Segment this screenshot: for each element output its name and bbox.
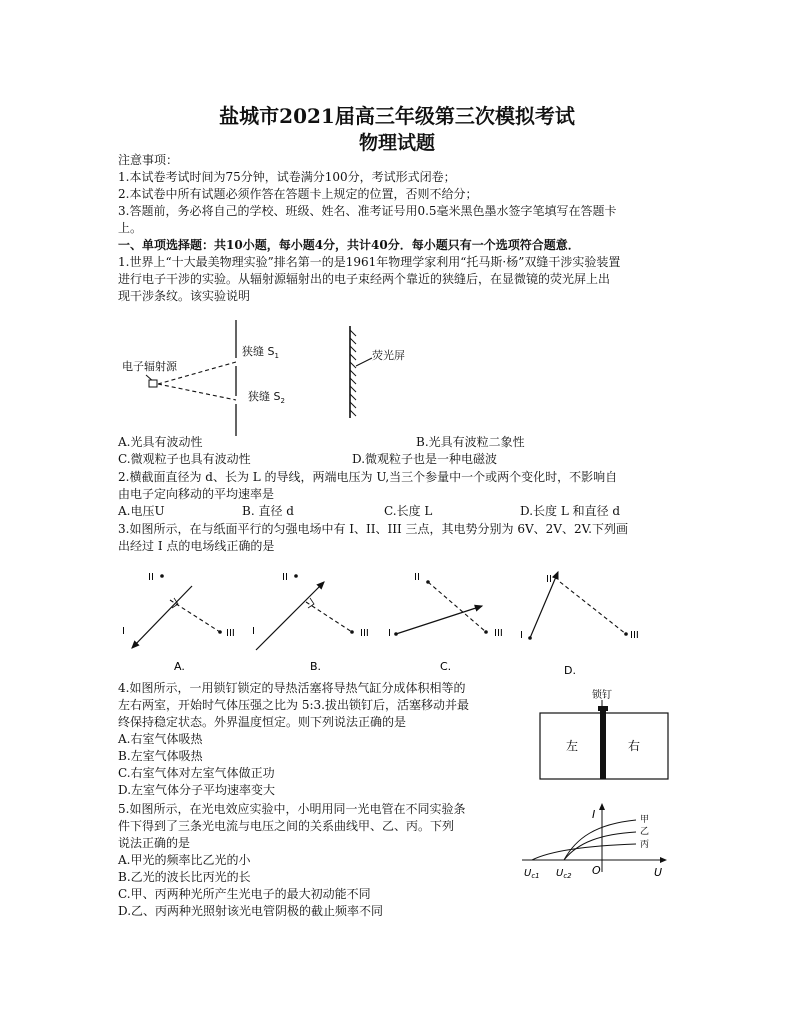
section-heading: 一、单项选择题：共10小题，每小题4分，共计40分．每小题只有一个选项符合题意．	[118, 238, 580, 252]
q4-option-a[interactable]: A.右室气体吸热	[118, 732, 203, 746]
q3-b-label-ii: II	[282, 572, 288, 583]
q1-option-d[interactable]: D.微观粒子也是一种电磁波	[352, 452, 498, 466]
q3-d-label-i: I	[520, 630, 523, 641]
q3-d-caption: D.	[564, 664, 576, 677]
notes-item-2: 2.本试卷中所有试题必须作答在答题卡上规定的位置，否则不给分；	[118, 187, 478, 201]
q1-text-3: 现干涉条纹。该实验说明	[118, 289, 251, 303]
q4-figure	[536, 686, 676, 782]
page-title: 盐城市2021届高三年级第三次模拟考试	[219, 104, 575, 128]
q1-option-a[interactable]: A.光具有波动性	[118, 435, 203, 449]
q3-a-caption: A.	[174, 660, 185, 673]
q3-figure-c[interactable]	[388, 572, 503, 673]
q1-screen-label: 荧光屏	[372, 349, 405, 362]
q5-uc1-label: $U_{c1}$	[524, 868, 540, 880]
notes-item-3-cont: 上。	[118, 221, 143, 235]
notes-item-3: 3.答题前，务必将自己的学校、班级、姓名、准考证号用0.5毫米黑色墨水签字笔填写在答题卡	[118, 204, 617, 218]
q5-option-b[interactable]: B.乙光的波长比丙光的长	[118, 870, 251, 884]
q4-text-3: 终保持稳定状态。外界温度恒定。则下列说法正确的是	[118, 715, 407, 729]
q3-b-caption: B.	[310, 660, 322, 673]
q1-source-label: 电子辐射源	[122, 360, 177, 373]
notes-item-1: 1.本试卷考试时间为75分钟，试卷满分100分，考试形式闭卷；	[118, 170, 456, 184]
q2-option-c[interactable]: C.长度 L	[384, 504, 433, 518]
q5-option-d[interactable]: D.乙、丙两种光照射该光电管阴极的截止频率不同	[118, 904, 384, 918]
q5-text-1: 5.如图所示，在光电效应实验中，小明用同一光电管在不同实验条	[118, 802, 466, 816]
q3-b-label-i: I	[252, 626, 255, 637]
q4-option-b[interactable]: B.左室气体吸热	[118, 749, 203, 763]
q3-d-label-iii: III	[630, 630, 639, 641]
page-subtitle: 物理试题	[358, 132, 435, 154]
q3-c-label-iii: III	[494, 628, 503, 639]
q3-text-1: 3.如图所示，在与纸面平行的匀强电场中有 I、II、III 三点，其电势分别为 6V、2V、2V.下列画	[118, 522, 628, 536]
q4-option-d[interactable]: D.左室气体分子平均速率变大	[118, 783, 276, 797]
electron-source-icon	[149, 380, 157, 387]
q3-c-label-ii: II	[414, 572, 420, 583]
q5-y-label: I	[592, 808, 596, 821]
q1-text-2: 进行电子干涉的实验。从辐射源辐射出的电子束经两个靠近的狭缝后，在显微镜的荧光屏上出	[118, 272, 611, 286]
piston	[600, 711, 606, 779]
q5-curve-jia	[564, 820, 636, 860]
q5-text-2: 件下得到了三条光电流与电压之间的关系曲线甲、乙、丙。下列	[118, 819, 455, 833]
q5-option-c[interactable]: C.甲、丙两种光所产生光电子的最大初动能不同	[118, 887, 371, 901]
q4-right-label: 右	[628, 739, 641, 753]
q5-curve-bing	[532, 844, 636, 860]
q1-slit1-label: 狭缝 $S_1$	[242, 345, 279, 360]
q5-curve-label-bing: 丙	[640, 840, 650, 850]
lock-pin-icon	[598, 706, 608, 711]
q1-option-b[interactable]: B.光具有波粒二象性	[416, 435, 525, 449]
q5-option-a[interactable]: A.甲光的频率比乙光的小	[118, 853, 251, 867]
notes-heading: 注意事项：	[118, 153, 179, 167]
q3-text-2: 出经过 I 点的电场线正确的是	[118, 539, 275, 553]
q3-a-label-i: I	[122, 626, 125, 637]
q1-text-1: 1.世界上“十大最美物理实验”排名第一的是1961年物理学家利用“托马斯·杨”双缝干涉实验装置	[118, 255, 621, 269]
q3-d-label-ii: II	[546, 574, 552, 585]
q3-figures	[114, 562, 654, 680]
q1-figure	[118, 318, 418, 438]
q4-left-label: 左	[566, 739, 579, 753]
q5-curve-label-jia: 甲	[640, 815, 650, 825]
q3-figure-a[interactable]	[122, 572, 235, 673]
q2-option-b[interactable]: B. 直径 d	[242, 504, 294, 518]
q2-option-d[interactable]: D.长度 L 和直径 d	[520, 504, 621, 518]
q5-uc2-label: $U_{c2}$	[556, 868, 572, 880]
q3-b-label-iii: III	[360, 628, 369, 639]
q4-text-1: 4.如图所示，一用锁钉锁定的导热活塞将导热气缸分成体积相等的	[118, 681, 466, 695]
q4-text-2: 左右两室，开始时气体压强之比为 5:3.拔出锁钉后，活塞移动并最	[118, 698, 469, 712]
q3-c-caption: C.	[440, 660, 452, 673]
q3-c-label-i: I	[388, 628, 391, 639]
q3-a-label-iii: III	[226, 628, 235, 639]
q2-option-a[interactable]: A.电压U	[118, 504, 165, 518]
q3-figure-d[interactable]	[520, 572, 639, 677]
q1-slit2-label: 狭缝 $S_2$	[248, 390, 285, 405]
q2-text-2: 由电子定向移动的平均速率是	[118, 487, 275, 501]
q2-text-1: 2.横截面直径为 d、长为 L 的导线，两端电压为 U,当三个参量中一个或两个变化时，不影响自	[118, 470, 618, 484]
q5-origin-label: O	[592, 864, 601, 877]
q4-pin-label: 锁钉	[592, 690, 612, 701]
q4-option-c[interactable]: C.右室气体对左室气体做正功	[118, 766, 275, 780]
q3-figure-b[interactable]	[252, 572, 369, 673]
q1-option-c[interactable]: C.微观粒子也具有波动性	[118, 452, 251, 466]
q5-x-label: U	[654, 866, 663, 879]
q5-text-3: 说法正确的是	[118, 836, 191, 850]
q3-a-label-ii: II	[148, 572, 154, 583]
q5-figure	[518, 800, 674, 884]
q5-curve-label-yi: 乙	[640, 827, 650, 837]
